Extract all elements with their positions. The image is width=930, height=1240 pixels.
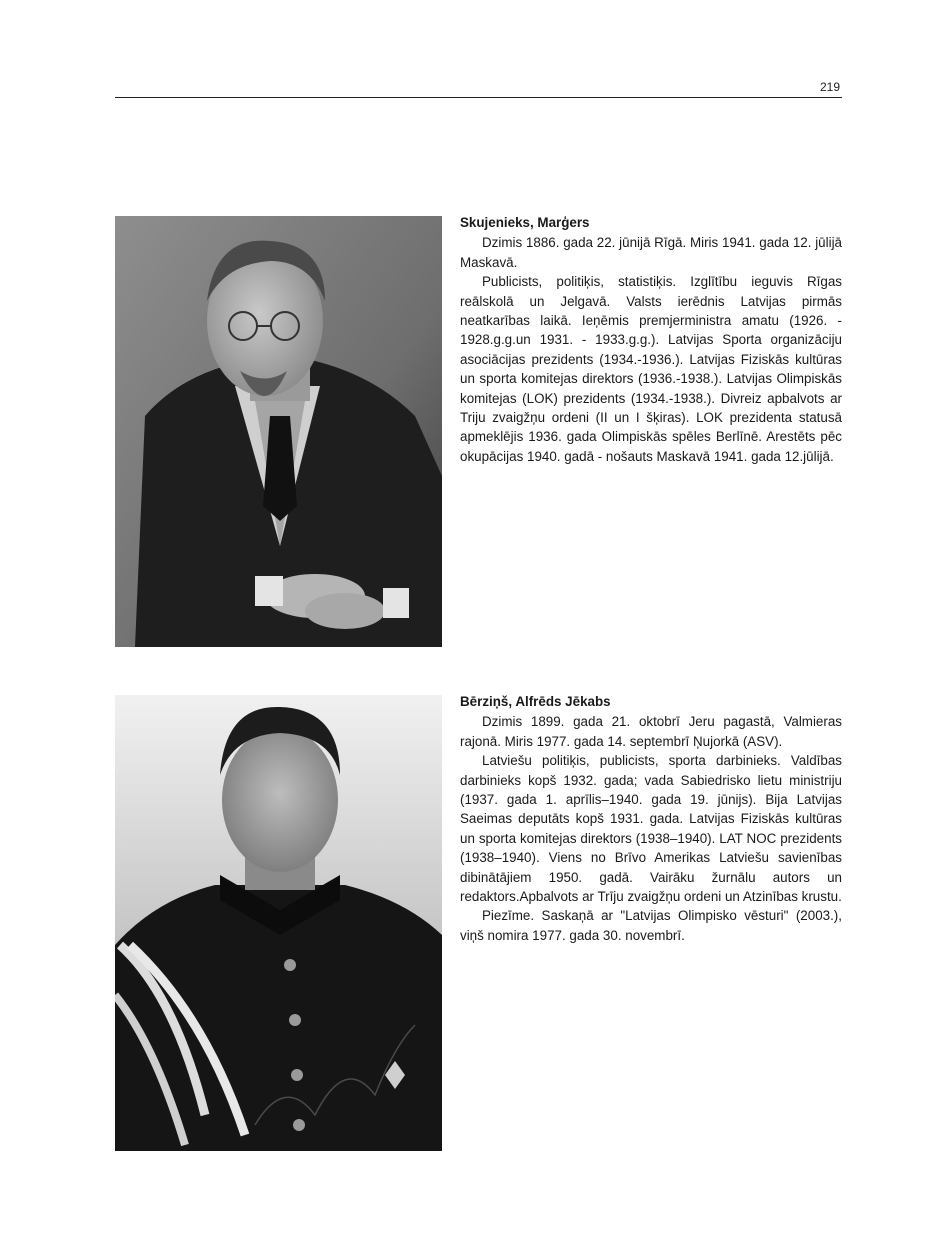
bio-paragraph: Latviešu politiķis, publicists, sporta darbinieks. Valdības darbinieks kopš 1932. gada; vada Sabiedrisko lietu ministriju (1937. gada 1. aprīlis–1940. gada 19. jūnijs). Bija Latvijas Saeimas deputāts kopš 1931. gada. Latvijas Fiziskās kultūras un sporta komitejas direktors (1938–1940). LAT NOC prezidents (1938–1940). Viens no Brīvo Amerikas Latviešu savienības dibinātājiem 1950. gadā. Vairāku žurnālu autors un redaktors.Apbalvots ar Trīju zvaigžņu ordeni un Atzinības krustu. bbox=[460, 753, 842, 905]
biography-skujenieks bbox=[460, 213, 842, 466]
portrait-photo-skujenieks bbox=[115, 216, 442, 647]
bio-paragraph: Publicists, politiķis, statistiķis. Izglītību ieguvis Rīgas reālskolā un Jelgavā. Valsts ierēdnis Latvijas pirmās neatkarības laikā. Ieņēmis premjerministra amatu (1926. - 1928.g.g.un 1931. - 1933.g.g.). Latvijas Sporta organizāciju asociācijas prezidents (1934.-1936.). Latvijas Fiziskās kultūras un sporta komitejas direktors (1936.-1938.). Latvijas Olimpiskās komitejas (LOK) prezidents (1934.-1938.). Divreiz apbalvots ar Triju zvaigžņu ordeni (II un I šķiras). LOK prezidenta statusā apmeklējis 1936. gada Olimpiskās spēles Berlīnē. Arestēts pēc okupācijas 1940. gadā - nošauts Maskavā 1941. gada 12.jūlijā. bbox=[460, 274, 842, 464]
portrait-photo-berzins bbox=[115, 695, 442, 1151]
biography-berzins bbox=[460, 692, 842, 945]
bio-paragraph: Dzimis 1899. gada 21. oktobrī Jeru pagastā, Valmieras rajonā. Miris 1977. gada 14. septembrī Ņujorkā (ASV). bbox=[460, 714, 842, 749]
page-number: 219 bbox=[819, 80, 840, 94]
header-rule bbox=[115, 97, 842, 98]
bio-paragraph: Dzimis 1886. gada 22. jūnijā Rīgā. Miris 1941. gada 12. jūlijā Maskavā. bbox=[460, 235, 842, 270]
person-name: Skujenieks, Marģers bbox=[460, 215, 590, 230]
person-name: Bērziņš, Alfrēds Jēkabs bbox=[460, 694, 611, 709]
bio-note: Piezīme. Saskaņā ar "Latvijas Olimpisko vēsturi" (2003.), viņš nomira 1977. gada 30. novembrī. bbox=[460, 908, 842, 943]
